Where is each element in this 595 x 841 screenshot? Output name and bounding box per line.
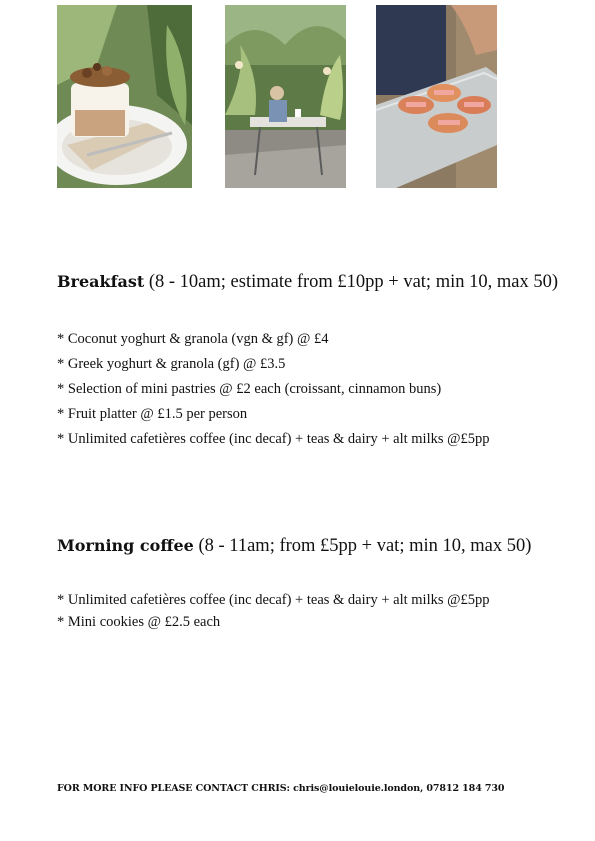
morning-coffee-title: Morning coffee (57, 536, 194, 555)
pastry-tray-photo (376, 5, 497, 188)
morning-coffee-details: (8 - 11am; from £5pp + vat; min 10, max 50) (193, 536, 532, 556)
breakfast-title: Breakfast (57, 272, 145, 291)
contact-footer: FOR MORE INFO PLEASE CONTACT CHRIS: chris@louielouie.london, 07812 184 730 (57, 783, 505, 794)
breakfast-heading (57, 272, 558, 293)
list-item: * Coconut yoghurt & granola (vgn & gf) @ £4 (57, 331, 329, 347)
breakfast-menu-list (57, 327, 489, 452)
list-item: * Unlimited cafetières coffee (inc decaf) + teas & dairy + alt milks @£5pp (57, 592, 490, 608)
list-item: * Mini cookies @ £2.5 each (57, 614, 221, 630)
granola-pot-photo (57, 5, 192, 188)
list-item: * Greek yoghurt & granola (gf) @ £3.5 (57, 356, 286, 372)
list-item: * Fruit platter @ £1.5 per person (57, 406, 248, 422)
breakfast-details: (8 - 10am; estimate from £10pp + vat; min 10, max 50) (144, 272, 558, 292)
list-item: * Unlimited cafetières coffee (inc decaf) + teas & dairy + alt milks @£5pp (57, 431, 490, 447)
list-item: * Selection of mini pastries @ £2 each (croissant, cinnamon buns) (57, 381, 442, 397)
morning-coffee-menu-list (57, 589, 489, 633)
garden-table-photo (225, 5, 346, 188)
morning-coffee-heading (57, 536, 531, 557)
